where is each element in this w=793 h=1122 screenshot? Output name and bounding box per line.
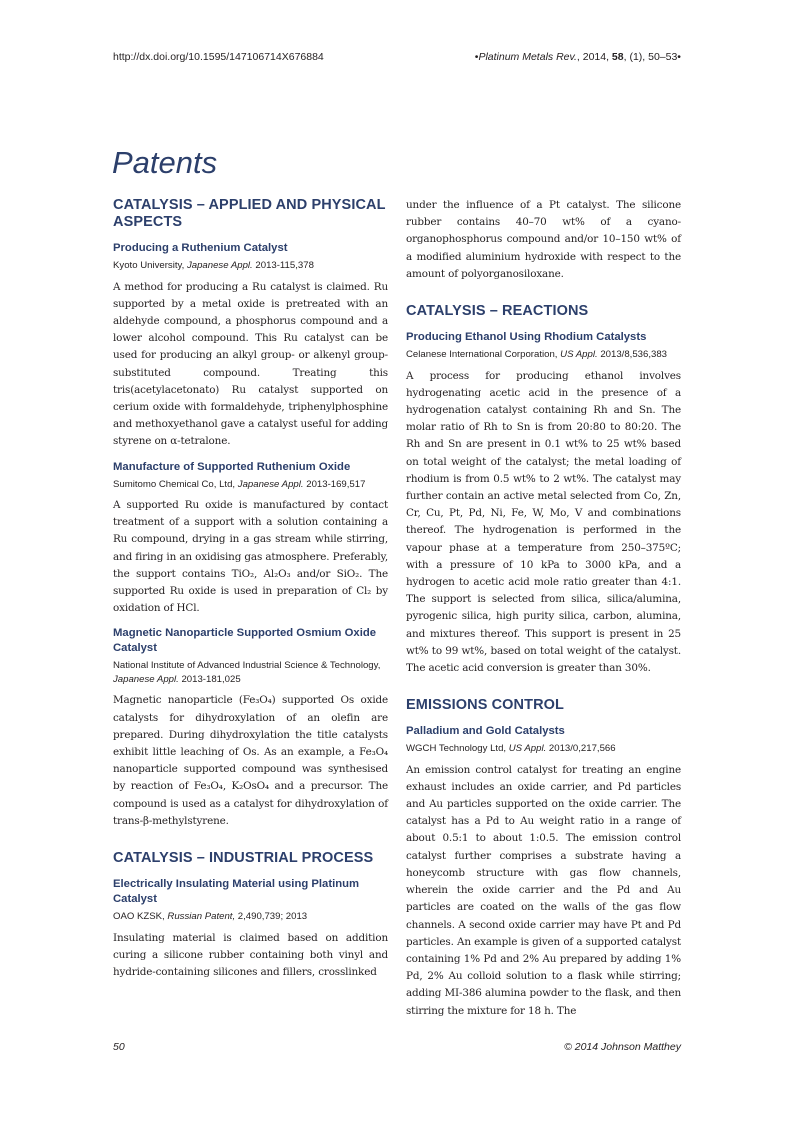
- source-type: Russian Patent,: [167, 911, 236, 923]
- citation-issue-pages: , (1), 50–53•: [623, 51, 681, 63]
- source-number: 2013-181,025: [178, 673, 241, 685]
- source-number: 2013-169,517: [303, 478, 366, 490]
- right-column: [406, 197, 681, 1020]
- source-type: US Appl.: [508, 743, 547, 755]
- journal-name: Platinum Metals Rev.: [478, 51, 577, 63]
- source-org: OAO KZSK,: [113, 911, 168, 923]
- citation-year: , 2014,: [576, 51, 612, 63]
- citation-prefix: •: [474, 51, 479, 63]
- source-type: Japanese Appl.: [186, 260, 253, 271]
- article-title: Palladium and Gold Catalysts: [406, 725, 565, 738]
- section-heading-industrial: CATALYSIS – INDUSTRIAL PROCESS: [113, 850, 374, 867]
- article-body: A method for producing a Ru catalyst is claimed. Ru supported by a metal oxide is pretreated with an aldehyde compound, a phosphorus compound and a lower alcohol compound. This Ru catalyst can be used for producing an alkyl group- or alkenyl group-substituted compound. Treating this tris(acetylacetonato) Ru catalyst supported on cerium oxide with formaldehyde, triphenylphosphine and methoxyethanol gave a catalyst useful for adding styrene on α-tetralone.: [113, 280, 388, 448]
- source-type: US Appl.: [560, 349, 598, 361]
- section-heading-emissions: EMISSIONS CONTROL: [406, 697, 564, 714]
- article-title: Magnetic Nanoparticle Supported Osmium Oxide Catalyst: [113, 627, 377, 655]
- article-source: [406, 348, 681, 362]
- section-heading-reactions: CATALYSIS – REACTIONS: [406, 303, 589, 320]
- article-body: Magnetic nanoparticle (Fe₃O₄) supported Os oxide catalysts for dihydroxylation of an olefin are prepared. During dihydroxylation the title catalysts exhibit little leaching of Os. As an example, a Fe₃O₄ nanoparticle supported compound was synthesised by reaction of Fe₃O₄, K₂OsO₄ and a precursor. The compound is used as a catalyst for dihydroxylation of trans-β-methylstyrene.: [113, 694, 388, 827]
- source-org: WGCH Technology Ltd,: [406, 743, 509, 755]
- source-org: Celanese International Corporation,: [406, 349, 561, 361]
- article-title: Manufacture of Supported Ruthenium Oxide: [113, 460, 351, 473]
- page-number: 50: [113, 1041, 125, 1053]
- article-body-continued: under the influence of a Pt catalyst. The silicone rubber contains 40–70 wt% of a cyano-organophosphorus compound and/or 10–150 wt% of a modified aluminium hydroxide with respect to the amount of polyorganosiloxane.: [406, 199, 681, 280]
- copyright: © 2014 Johnson Matthey: [564, 1041, 681, 1053]
- page-title: Patents: [112, 145, 218, 180]
- source-org: National Institute of Advanced Industrial Science & Technology,: [113, 660, 381, 672]
- article-source: [113, 478, 388, 492]
- article-source: [406, 742, 681, 756]
- article-source: [113, 910, 388, 924]
- source-org: Sumitomo Chemical Co, Ltd,: [113, 478, 238, 490]
- source-number: 2013/8,536,383: [597, 349, 668, 361]
- source-number: 2013/0,217,566: [546, 743, 616, 755]
- article-title: Producing Ethanol Using Rhodium Catalysts: [406, 331, 647, 344]
- article-source: [113, 659, 388, 686]
- article-source: [113, 259, 388, 273]
- left-column: [113, 197, 388, 981]
- source-type: Japanese Appl.: [113, 673, 179, 685]
- doi-link[interactable]: http://dx.doi.org/10.1595/147106714X676884: [113, 51, 324, 63]
- source-number: 2,490,739; 2013: [235, 911, 308, 923]
- article-body: An emission control catalyst for treating an engine exhaust includes an oxide carrier, and Pd particles and Au particles supported on the oxide carrier. The catalyst has a Pd to Au weight ratio in a range of about 0.5:1 to about 1:0.5. The emission control catalyst further comprises a substrate having a honeycomb structure with gas flow channels, wherein the oxide carrier and the Pd and Au particles are coated on the walls of the gas flow channels. A second oxide carrier may have Pt and Pd particles. An example is given of a supported catalyst containing 1% Pd and 2% Au prepared by adding 1% Pd, 2% Au colloid solution to a flask while stirring; adding MI-386 alumina powder to the flask, and then stirring the mixture for 18 h. The: [406, 763, 681, 1017]
- citation-volume: 58: [611, 51, 624, 63]
- article-title: Producing a Ruthenium Catalyst: [113, 242, 288, 254]
- journal-citation: [475, 51, 681, 63]
- source-type: Japanese Appl.: [237, 478, 304, 490]
- article-body: A supported Ru oxide is manufactured by contact treatment of a support with a solution containing a Ru compound, drying in a gas stream while stirring, and firing in an oxidising gas atmosphere. Preferably, the support contains TiO₂, Al₂O₃ and/or SiO₂. The supported Ru oxide is used in preparation of Cl₂ by oxidation of HCl.: [113, 499, 388, 615]
- article-title: Electrically Insulating Material using Platinum Catalyst: [113, 878, 360, 906]
- article-body: A process for producing ethanol involves hydrogenating acetic acid in the presence of a hydrogenation catalyst containing Rh and Sn. The molar ratio of Rh to Sn is from 20:80 to 80:20. The Rh and Sn are present in 0.1 wt% to 25 wt% based on total weight of the catalyst; the metal loading of rhodium is from 0.5 wt% to 2 wt%. The catalyst may further contain an active metal selected from Co, Zn, Cr, Cu, Pt, Pd, Ni, Fe, W, Mo, V and combinations thereof. The hydrogenation is performed in the vapour phase at a temperature from 250–375ºC; with a pressure of 10 kPa to 3000 kPa, and a hydrogen to acetic acid mole ratio greater than 4:1. The support is selected from silica, silica/alumina, pyrogenic silica, high purity silica, carbon, alumina, and mixtures thereof. This support is present in 25 wt% to 99 wt%, based on total weight of the catalyst. The acetic acid conversion is greater than 30%.: [406, 369, 681, 674]
- article-body: Insulating material is claimed based on addition curing a silicone rubber containing both vinyl and hydride-containing silicones and fillers, crosslinked: [113, 931, 388, 978]
- section-heading-applied: CATALYSIS – APPLIED AND PHYSICAL ASPECTS: [113, 197, 386, 230]
- source-number: 2013-115,378: [252, 260, 314, 271]
- source-org: Kyoto University,: [113, 260, 187, 271]
